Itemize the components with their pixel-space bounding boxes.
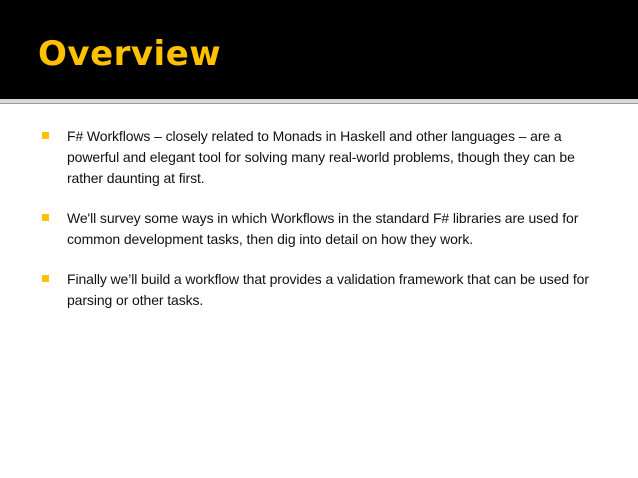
bullet-text: We'll survey some ways in which Workflows in the standard F# libraries are used for common development tasks, then dig into detail on how they work. bbox=[67, 210, 579, 247]
title-divider-shadow bbox=[0, 103, 638, 104]
slide-title: Overview bbox=[38, 34, 222, 74]
bullet-item bbox=[42, 269, 602, 311]
title-bar bbox=[0, 0, 638, 99]
bullet-text: F# Workflows – closely related to Monads in Haskell and other languages – are a powerful and elegant tool for solving many real-world problems, though they can be rather daunting at first. bbox=[67, 128, 575, 186]
bullet-text: Finally we’ll build a workflow that provides a validation framework that can be used for parsing or other tasks. bbox=[67, 271, 589, 308]
bullet-list bbox=[42, 126, 602, 330]
square-bullet-icon bbox=[42, 275, 49, 282]
bullet-item bbox=[42, 208, 602, 250]
square-bullet-icon bbox=[42, 132, 49, 139]
bullet-item bbox=[42, 126, 602, 189]
square-bullet-icon bbox=[42, 214, 49, 221]
